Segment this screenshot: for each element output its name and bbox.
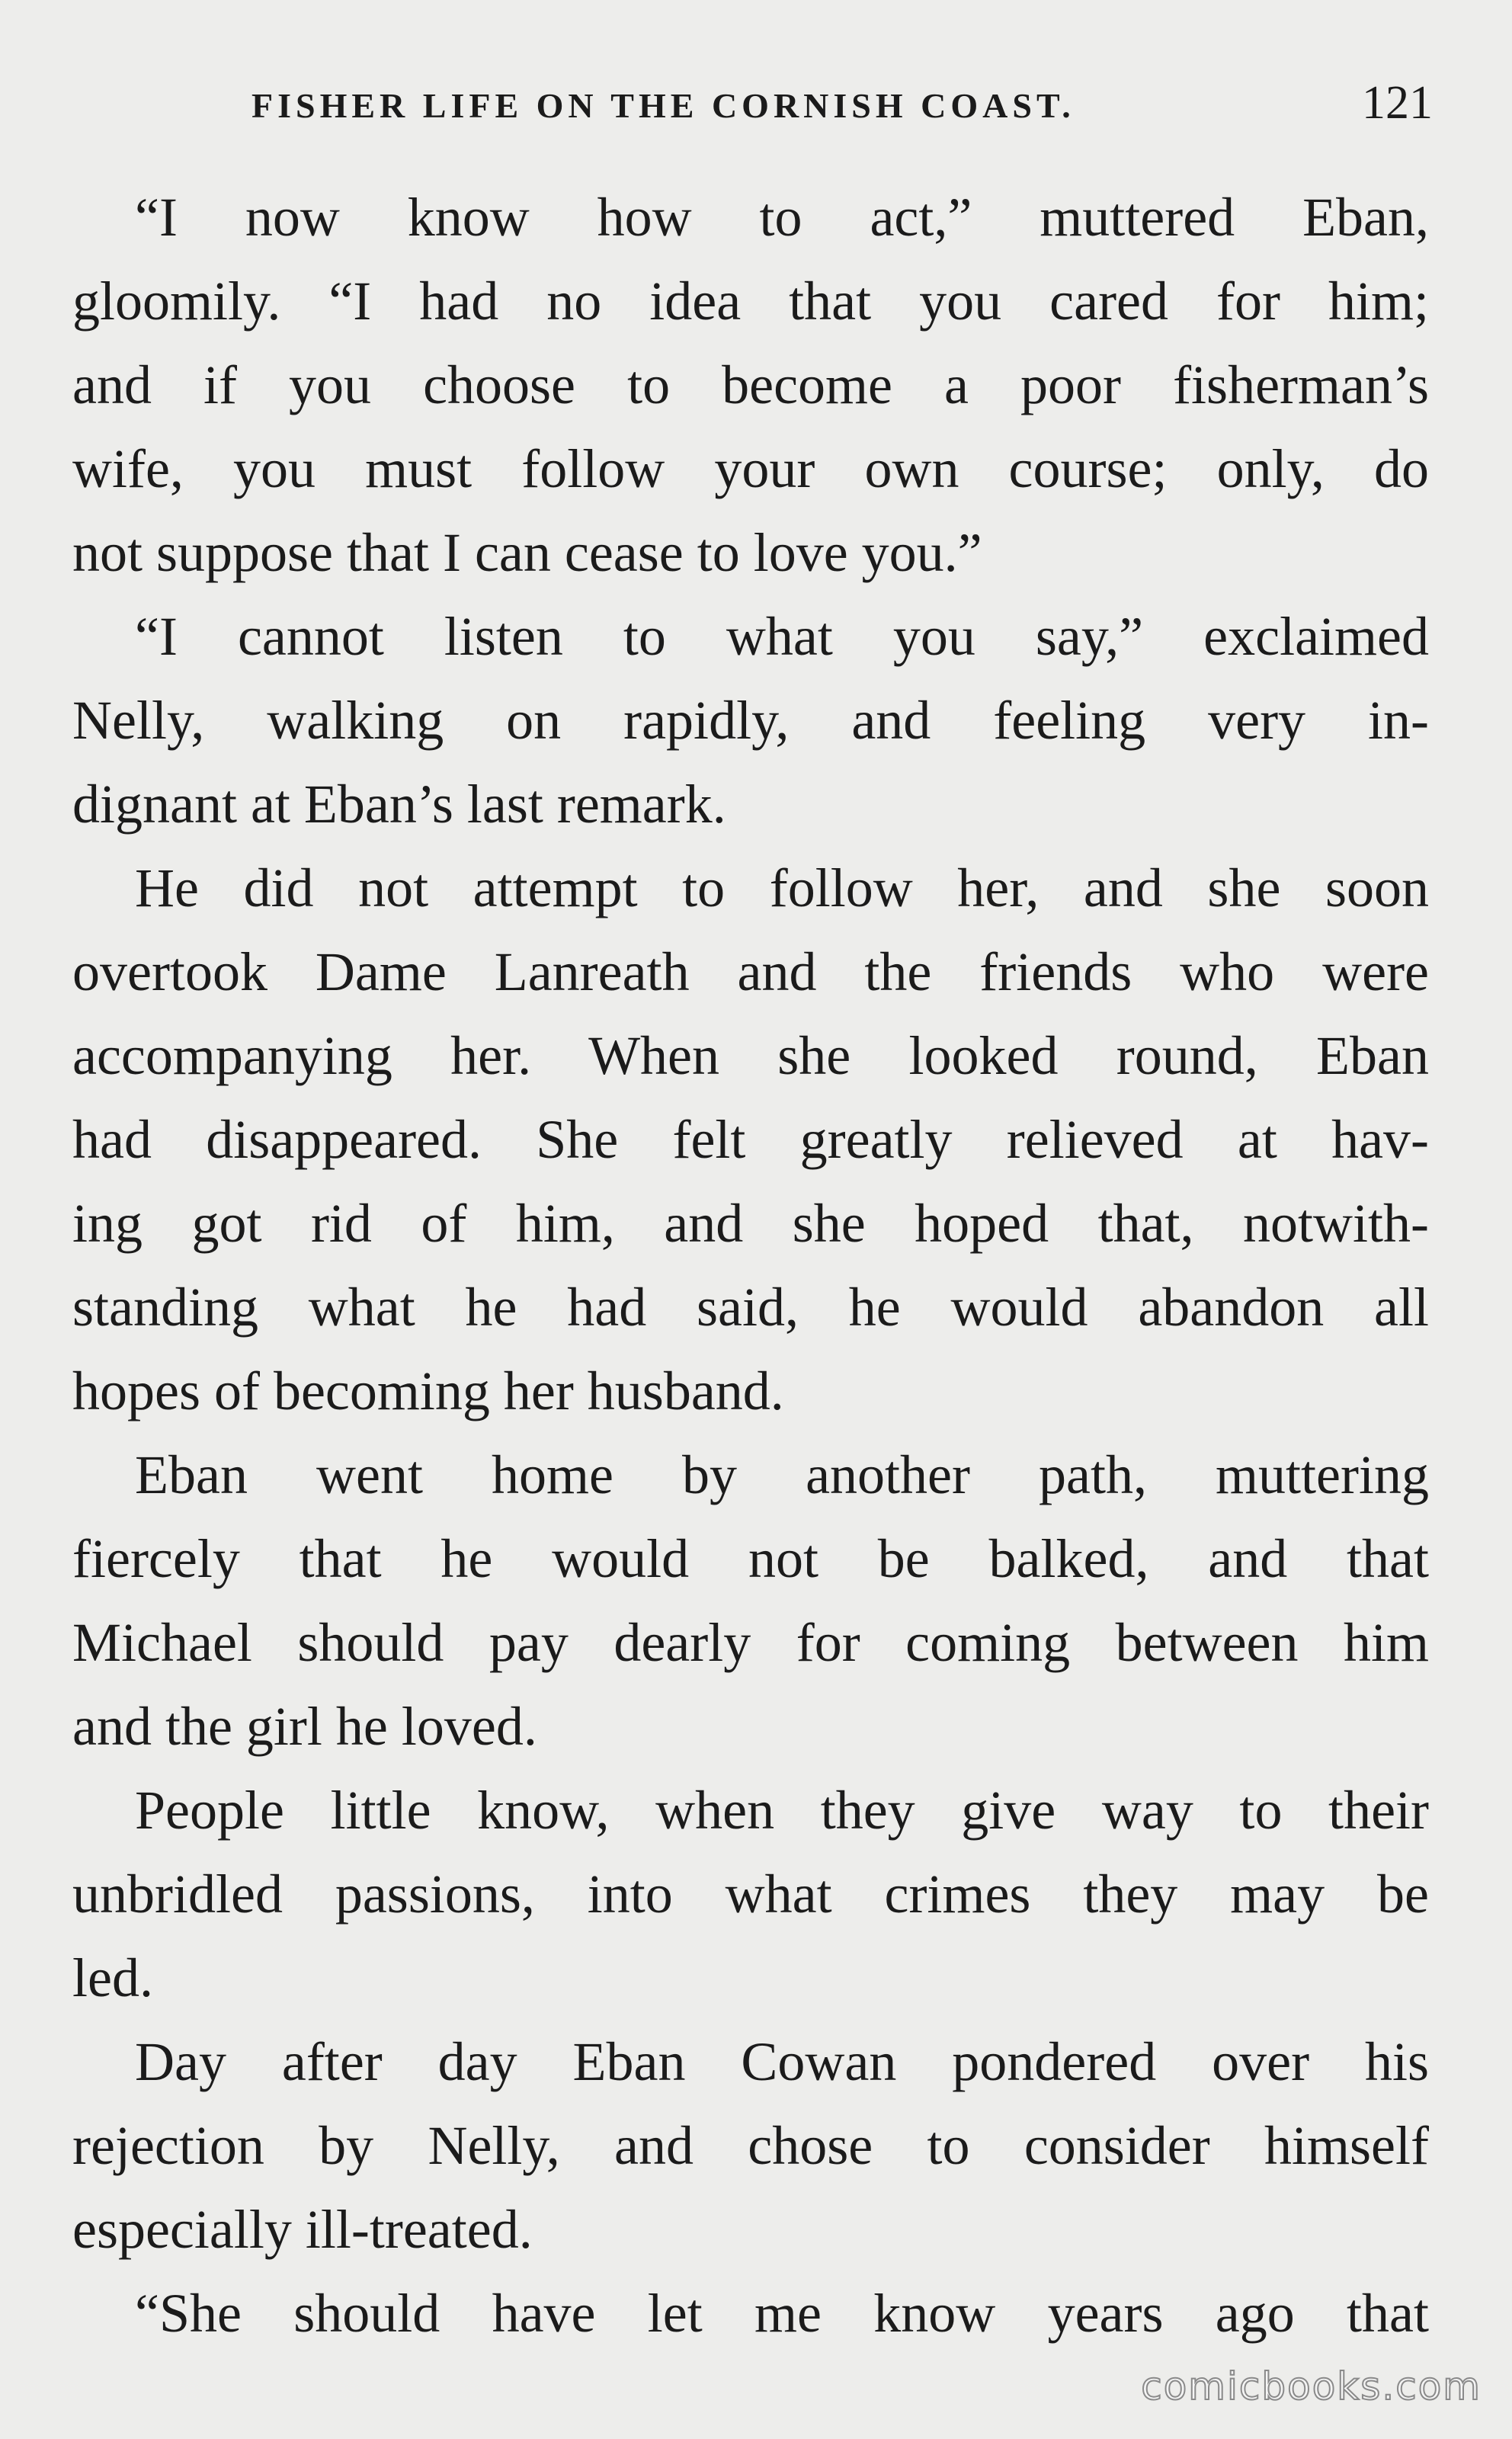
text-line: rejection by Nelly, and chose to consider himself (72, 2115, 1429, 2176)
text-line: and if you choose to become a poor fisherman’s (72, 354, 1429, 415)
text-line: had disappeared. She felt greatly relieved at hav- (72, 1109, 1429, 1170)
text-line: unbridled passions, into what crimes they may be (72, 1864, 1429, 1925)
text-line: overtook Dame Lanreath and the friends who were (72, 941, 1429, 1002)
text-line: “She should have let me know years ago that (135, 2283, 1429, 2344)
running-head (251, 76, 1433, 137)
text-line: led. (72, 1947, 153, 2008)
text-line: Day after day Eban Cowan pondered over his (135, 2031, 1429, 2092)
text-line: standing what he had said, he would abandon all (72, 1277, 1429, 1338)
body-text (72, 175, 1429, 2355)
text-line: ing got rid of him, and she hoped that, notwith- (72, 1193, 1429, 1254)
text-line: wife, you must follow your own course; only, do (72, 438, 1429, 499)
page-number: 121 (1362, 77, 1433, 129)
text-line: People little know, when they give way to their (135, 1780, 1429, 1841)
text-line: hopes of becoming her husband. (72, 1361, 784, 1421)
text-line: Michael should pay dearly for coming between him (72, 1612, 1429, 1673)
text-line: He did not attempt to follow her, and she soon (135, 857, 1429, 918)
text-line: gloomily. “I had no idea that you cared for him; (72, 271, 1429, 332)
text-line: especially ill-treated. (72, 2199, 533, 2260)
text-line: Eban went home by another path, muttering (135, 1444, 1429, 1505)
text-line: not suppose that I can cease to love you.” (72, 522, 982, 583)
text-line: dignant at Eban’s last remark. (72, 774, 726, 835)
watermark: comicbooks.com (1141, 2364, 1482, 2409)
text-line: fiercely that he would not be balked, and that (72, 1528, 1429, 1589)
text-line: “I now know how to act,” muttered Eban, (135, 187, 1429, 248)
text-line: accompanying her. When she looked round, Eban (72, 1025, 1429, 1086)
text-line: “I cannot listen to what you say,” exclaimed (135, 606, 1429, 667)
text-line: Nelly, walking on rapidly, and feeling very in- (72, 690, 1429, 751)
text-line: and the girl he loved. (72, 1696, 537, 1757)
running-title: FISHER LIFE ON THE CORNISH COAST. (251, 86, 1075, 125)
